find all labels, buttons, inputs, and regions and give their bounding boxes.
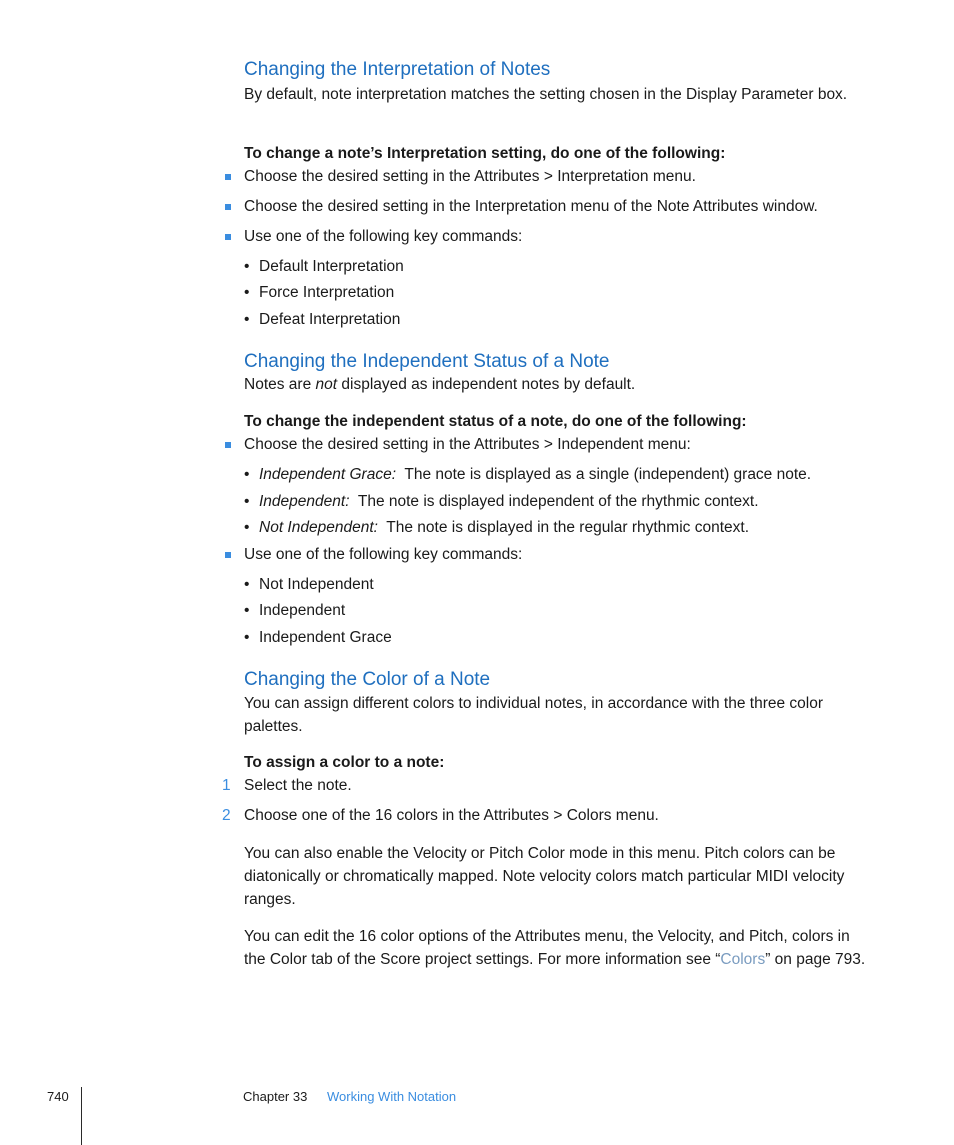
definition-term: Not Independent: — [259, 519, 378, 536]
intro-text: Notes are — [244, 376, 316, 393]
sub-list-item: Not Independent — [259, 576, 374, 593]
section-heading: Changing the Independent Status of a Note — [244, 351, 610, 372]
footer-divider — [81, 1087, 82, 1145]
section-heading: Changing the Color of a Note — [244, 669, 491, 690]
section-intro — [244, 374, 635, 396]
page-number: 740 — [47, 1089, 69, 1104]
instruction-lead: To assign a color to a note: — [244, 754, 445, 771]
intro-text: displayed as independent notes by default. — [337, 376, 636, 393]
dot-bullet-icon: • — [244, 493, 250, 510]
definition-term: Independent: — [259, 493, 350, 510]
definition-text: The note is displayed as a single (independent) grace note. — [404, 466, 812, 483]
square-bullet-icon — [225, 234, 231, 240]
sub-list-item: Independent — [259, 602, 346, 619]
square-bullet-icon — [225, 552, 231, 558]
instruction-lead: To change a note’s Interpretation setting, do one of the following: — [244, 145, 726, 162]
instruction-lead: To change the independent status of a note, do one of the following: — [244, 413, 747, 430]
list-item: Use one of the following key commands: — [244, 546, 523, 563]
sub-list-item: Default Interpretation — [259, 258, 404, 275]
paragraph-text: ” on page 793. — [765, 951, 866, 968]
dot-bullet-icon: • — [244, 576, 250, 593]
step-text: Select the note. — [244, 777, 352, 794]
definition-item — [259, 491, 759, 513]
square-bullet-icon — [225, 174, 231, 180]
sub-list-item: Independent Grace — [259, 629, 392, 646]
list-item: Choose the desired setting in the Interpretation menu of the Note Attributes window. — [244, 198, 818, 215]
footer-chapter-title: Working With Notation — [327, 1089, 457, 1104]
step-number: 1 — [222, 777, 231, 794]
intro-emphasis: not — [315, 376, 338, 393]
section-intro: By default, note interpretation matches the setting chosen in the Display Parameter box. — [244, 86, 848, 103]
dot-bullet-icon: • — [244, 284, 250, 301]
body-paragraph: You can also enable the Velocity or Pitch Color mode in this menu. Pitch colors can be diatonically or chromatically mapped. Note velocity colors match particular MIDI velocity ranges. — [244, 845, 845, 908]
list-item: Choose the desired setting in the Attributes > Interpretation menu. — [244, 168, 696, 185]
sub-list-item: Defeat Interpretation — [259, 311, 401, 328]
dot-bullet-icon: • — [244, 519, 250, 536]
dot-bullet-icon: • — [244, 466, 250, 483]
definition-text: The note is displayed in the regular rhythmic context. — [386, 519, 749, 536]
section-heading: Changing the Interpretation of Notes — [244, 59, 551, 80]
definition-item — [259, 464, 811, 486]
square-bullet-icon — [225, 442, 231, 448]
footer-chapter: Chapter 33 — [243, 1089, 308, 1104]
step-text: Choose one of the 16 colors in the Attributes > Colors menu. — [244, 807, 659, 824]
dot-bullet-icon: • — [244, 311, 250, 328]
dot-bullet-icon: • — [244, 258, 250, 275]
definition-text: The note is displayed independent of the rhythmic context. — [357, 493, 759, 510]
body-paragraph — [244, 925, 866, 971]
cross-reference-link[interactable]: Colors — [720, 951, 766, 968]
definition-item — [259, 517, 749, 539]
dot-bullet-icon: • — [244, 629, 250, 646]
sub-list-item: Force Interpretation — [259, 284, 395, 301]
list-item: Use one of the following key commands: — [244, 228, 523, 245]
dot-bullet-icon: • — [244, 602, 250, 619]
square-bullet-icon — [225, 204, 231, 210]
paragraph-text: You can edit the 16 color options of the Attributes menu, the Velocity, and Pitch, colors in the Color tab of the Score project settings. For more information see “ — [244, 928, 850, 968]
list-item: Choose the desired setting in the Attributes > Independent menu: — [244, 436, 691, 453]
definition-term: Independent Grace: — [259, 466, 397, 483]
section-intro: You can assign different colors to individual notes, in accordance with the three color palettes. — [244, 695, 824, 735]
step-number: 2 — [222, 807, 231, 824]
